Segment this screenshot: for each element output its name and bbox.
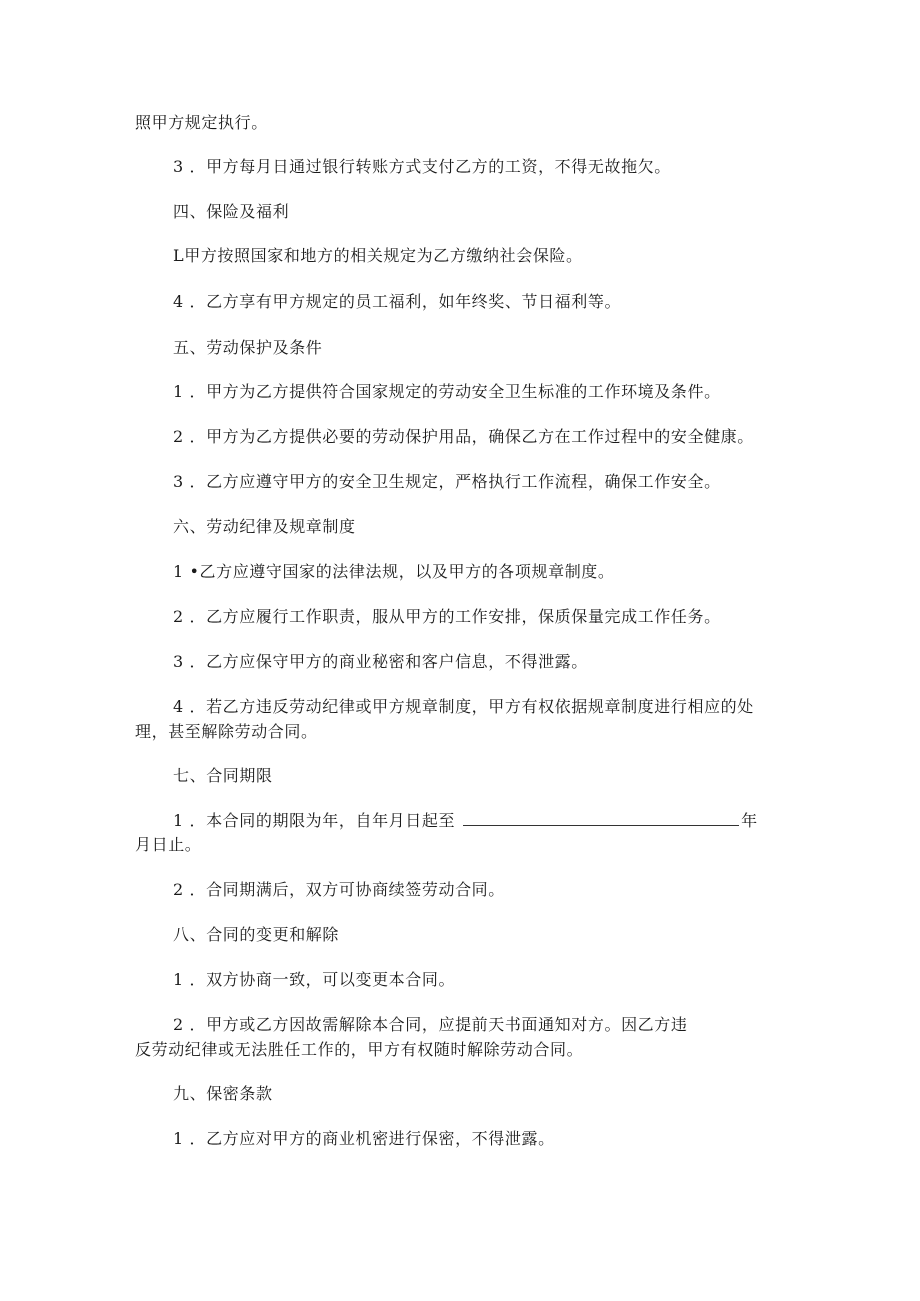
section-heading: 七、合同期限 bbox=[173, 766, 273, 785]
paragraph-line: 1 ．甲方为乙方提供符合国家规定的劳动安全卫生标准的工作环境及条件。 bbox=[173, 382, 721, 401]
contract-term-text: 1 ．本合同的期限为年，自年月日起至 bbox=[173, 811, 456, 830]
paragraph-line: 3 ．乙方应遵守甲方的安全卫生规定，严格执行工作流程，确保工作安全。 bbox=[173, 472, 721, 491]
paragraph-line: 4 ．乙方享有甲方规定的员工福利，如年终奖、节日福利等。 bbox=[173, 292, 622, 311]
paragraph-line: 2 ．甲方或乙方因故需解除本合同，应提前天书面通知对方。因乙方违 bbox=[173, 1015, 688, 1034]
paragraph-line: 理，甚至解除劳动合同。 bbox=[135, 722, 318, 741]
section-heading: 九、保密条款 bbox=[173, 1084, 273, 1103]
paragraph-line: 反劳动纪律或无法胜任工作的，甲方有权随时解除劳动合同。 bbox=[135, 1040, 584, 1059]
paragraph-line bbox=[173, 811, 758, 831]
paragraph-line: 1 ．乙方应对甲方的商业机密进行保密，不得泄露。 bbox=[173, 1129, 555, 1148]
paragraph-line: 3 ．乙方应保守甲方的商业秘密和客户信息，不得泄露。 bbox=[173, 652, 588, 671]
paragraph-line: 照甲方规定执行。 bbox=[135, 113, 268, 132]
paragraph-line: 2 ．甲方为乙方提供必要的劳动保护用品，确保乙方在工作过程中的安全健康。 bbox=[173, 427, 754, 446]
year-text: 年 bbox=[741, 811, 758, 830]
section-heading: 四、保险及福利 bbox=[173, 202, 290, 221]
end-date-blank bbox=[463, 811, 739, 826]
section-heading: 八、合同的变更和解除 bbox=[173, 925, 340, 944]
paragraph-line: 1 •乙方应遵守国家的法律法规，以及甲方的各项规章制度。 bbox=[173, 562, 615, 581]
paragraph-line: 2 ．乙方应履行工作职责，服从甲方的工作安排，保质保量完成工作任务。 bbox=[173, 607, 721, 626]
paragraph-line: L甲方按照国家和地方的相关规定为乙方缴纳社会保险。 bbox=[173, 246, 583, 265]
section-heading: 五、劳动保护及条件 bbox=[173, 338, 323, 357]
paragraph-line: 2 ．合同期满后，双方可协商续签劳动合同。 bbox=[173, 880, 505, 899]
section-heading: 六、劳动纪律及规章制度 bbox=[173, 517, 356, 536]
paragraph-line: 月日止。 bbox=[135, 835, 202, 854]
paragraph-line: 3 ．甲方每月日通过银行转账方式支付乙方的工资，不得无故拖欠。 bbox=[173, 157, 671, 176]
paragraph-line: 1 ．双方协商一致，可以变更本合同。 bbox=[173, 970, 456, 989]
paragraph-line: 4 ．若乙方违反劳动纪律或甲方规章制度，甲方有权依据规章制度进行相应的处 bbox=[173, 697, 754, 716]
